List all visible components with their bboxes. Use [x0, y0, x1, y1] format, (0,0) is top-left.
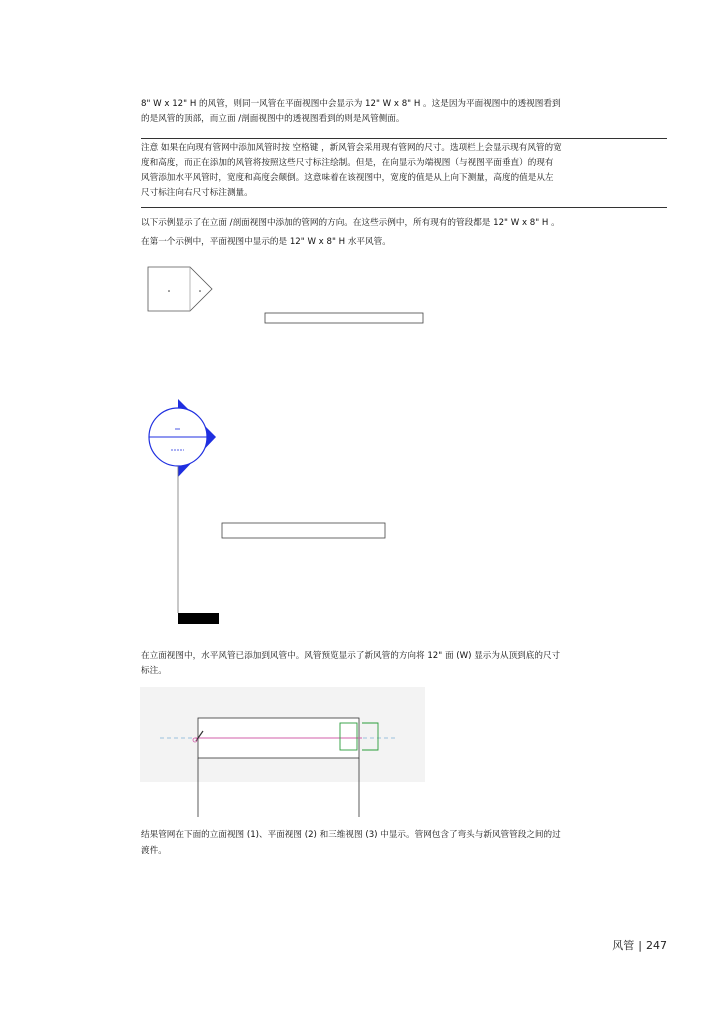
example-line-1: 以下示例显示了在立面 /剖面视图中添加的管网的方向。在这些示例中，所有现有的管段都是 12" W x 8" H 。: [141, 218, 560, 228]
footer-section-title: 风管: [612, 939, 635, 952]
result-line-2: 渡件。: [141, 846, 167, 856]
horizontal-duct-plan: [265, 313, 423, 323]
footer-separator: |: [638, 939, 642, 952]
note-line-4: 尺寸标注向右尺寸标注测量。: [141, 188, 253, 198]
duct-end-view-shape: [148, 267, 212, 311]
elevation-line-2: 标注。: [141, 666, 167, 676]
note-line-3: 风管添加水平风管时，宽度和高度会颠倒。这意味着在该视图中，宽度的值是从上向下测量，高度的值是从左: [141, 173, 554, 183]
note-top-rule: [141, 138, 667, 139]
elevation-line-1: 在立面视图中，水平风管已添加到风管中。风管预览显示了新风管的方向将 12" 面 (W) 显示为从顶到底的尺寸: [141, 651, 561, 661]
duct-base-block: [178, 613, 219, 624]
center-mark: [199, 290, 201, 292]
figure-elevation-view: [140, 685, 430, 820]
page-number: 247: [646, 939, 667, 952]
result-line-1: 结果管网在下面的立面视图 (1)、平面视图 (2) 和三维视图 (3) 中显示。管网包含了弯头与新风管管段之间的过: [141, 830, 561, 840]
page-footer: [612, 937, 667, 953]
center-mark: [168, 290, 170, 292]
intro-line-1: 8" W x 12" H 的风管，则同一风管在平面视图中会显示为 12" W x 8" H 。这是因为平面视图中的透视图看到: [141, 99, 561, 109]
figure-end-view: [140, 395, 400, 627]
figure-plan-view: [140, 262, 440, 332]
note-bottom-rule: [141, 207, 667, 208]
note-line-1: 注意 如果在向现有管网中添加风管时按 空格键 ，新风管会采用现有管网的尺寸。选项栏上会显示现有风管的宽: [141, 143, 562, 153]
note-line-2: 度和高度，而正在添加的风管将按照这些尺寸标注绘制。但是，在向显示为端视图（与视图平面垂直）的现有: [141, 158, 554, 168]
horizontal-duct-elevation: [222, 523, 385, 538]
intro-line-2: 的是风管的顶部，而立面 /剖面视图中的透视图看到的则是风管侧面。: [141, 114, 405, 124]
example-line-2: 在第一个示例中，平面视图中显示的是 12" W x 8" H 水平风管。: [141, 237, 391, 247]
